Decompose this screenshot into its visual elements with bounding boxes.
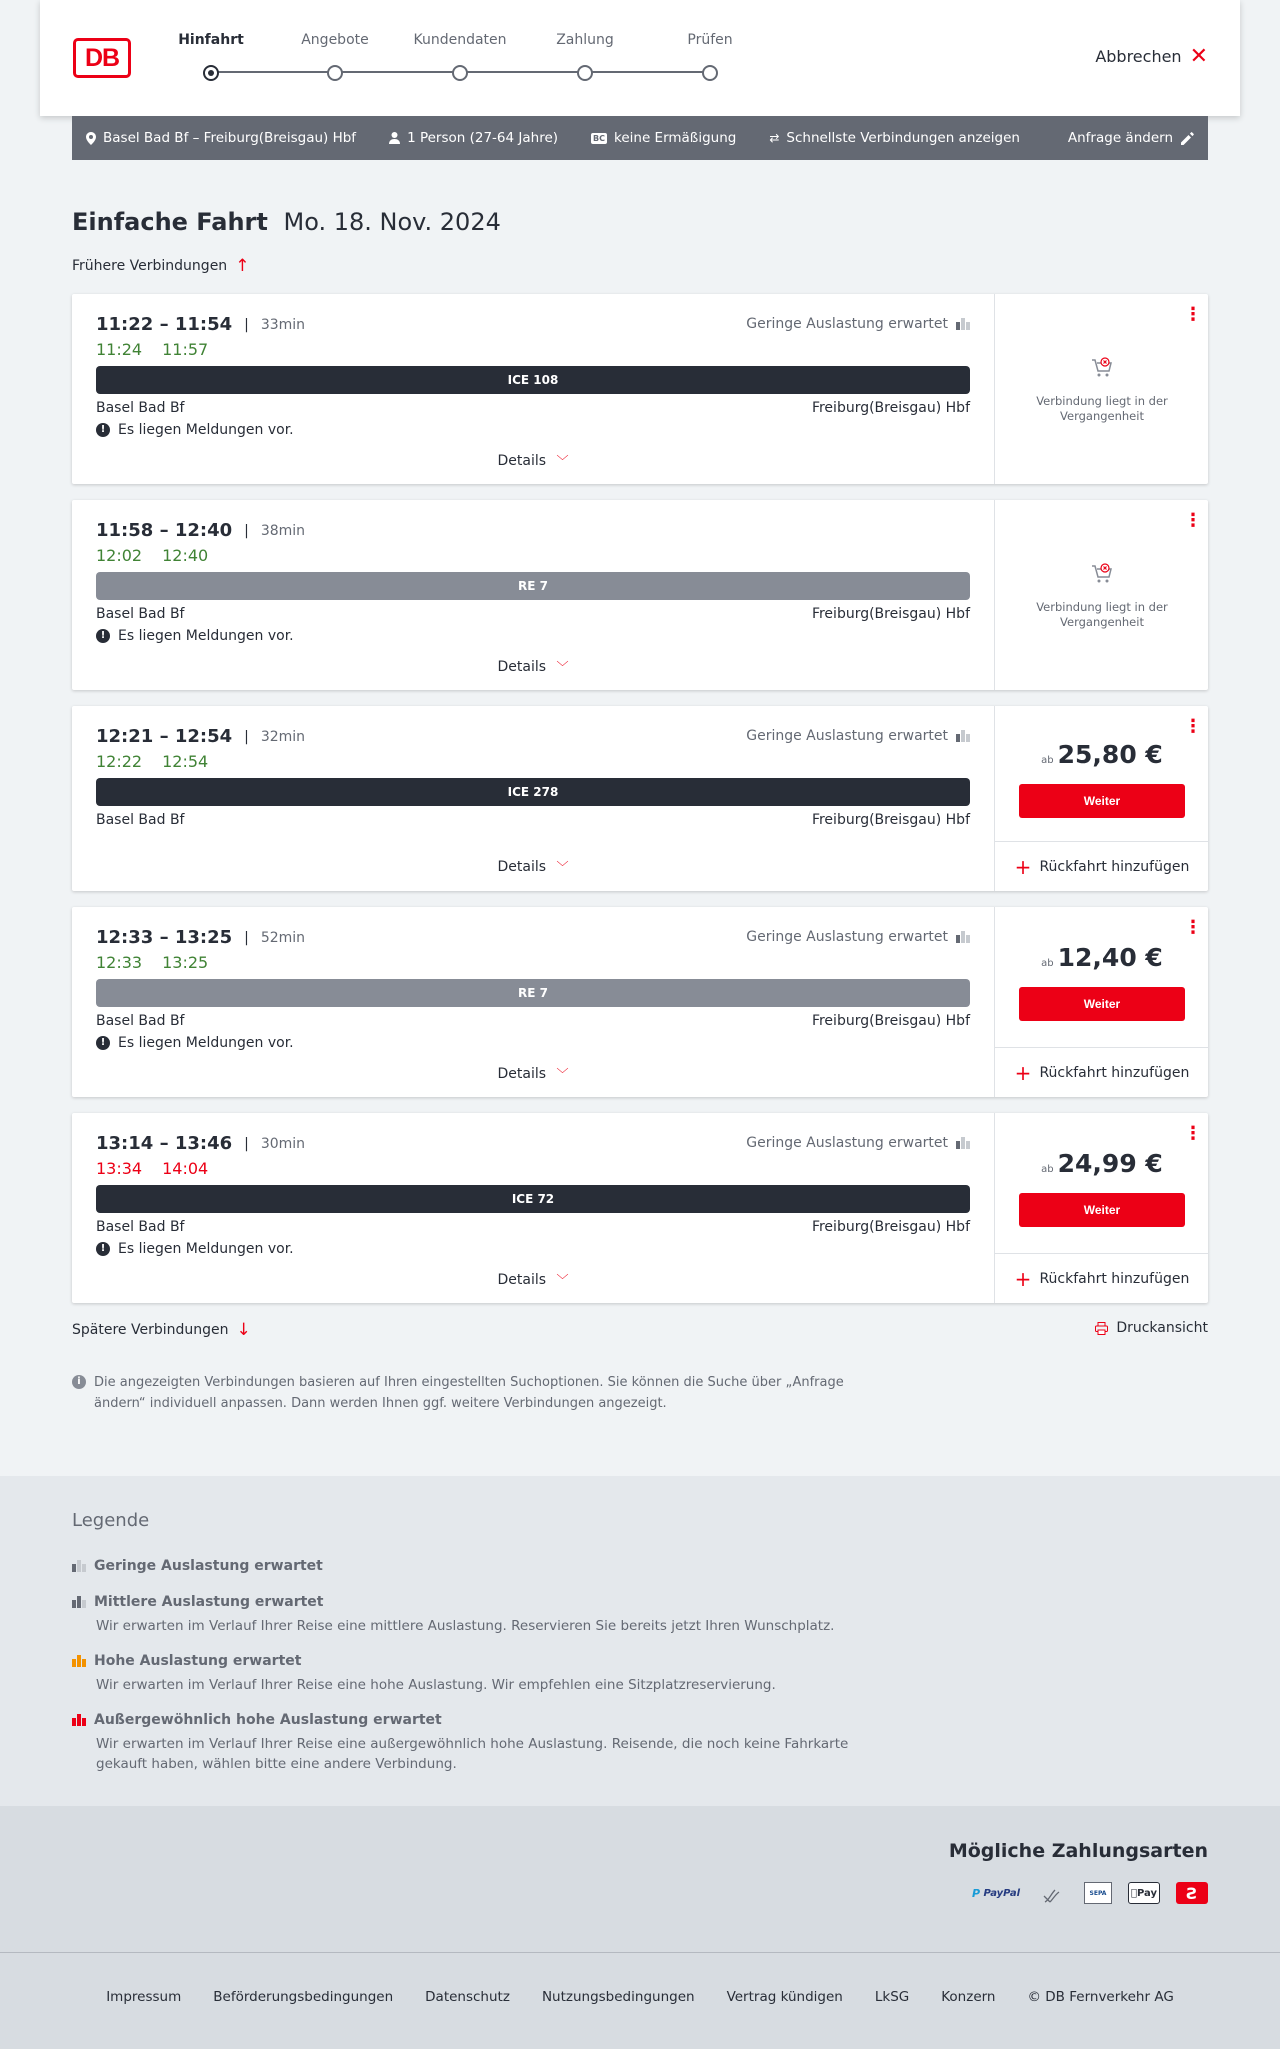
search-summary-bar (72, 116, 1208, 160)
load-indicator (746, 728, 970, 744)
details-toggle[interactable] (72, 1065, 994, 1082)
abort-button[interactable] (1095, 43, 1208, 69)
arrival-station: Freiburg(Breisgau) Hbf (811, 1013, 970, 1029)
add-return-label: Rückfahrt hinzufügen (1039, 1064, 1190, 1081)
add-return-label: Rückfahrt hinzufügen (1039, 858, 1190, 875)
legend-item-label: Mittlere Auslastung erwartet (94, 1594, 324, 1610)
legend-item-label: Außergewöhnlich hohe Auslastung erwartet (94, 1712, 442, 1728)
connection-card (72, 294, 1208, 484)
live-departure: 12:02 (96, 546, 143, 565)
live-departure: 12:33 (96, 953, 143, 972)
offer-panel (994, 294, 1208, 484)
continue-button[interactable]: Weiter (1019, 987, 1185, 1021)
arrival-station: Freiburg(Breisgau) Hbf (811, 400, 970, 416)
paypal-label: PayPal (983, 1887, 1021, 1899)
connection-main[interactable] (72, 500, 994, 690)
step-label: Zahlung (556, 32, 614, 48)
abort-label: Abbrechen (1095, 47, 1182, 66)
apple-pay-label: Pay (1133, 1887, 1155, 1899)
location-pin-icon (86, 132, 96, 145)
live-arrival: 11:57 (162, 340, 209, 359)
offer-panel (994, 1113, 1208, 1303)
change-request-button[interactable] (1068, 130, 1194, 146)
info-icon: i (72, 1375, 86, 1389)
trip-type: Einfache Fahrt (72, 208, 268, 236)
chevron-down-icon: ﹀ (556, 454, 569, 468)
print-view-link[interactable] (1095, 1320, 1208, 1336)
more-options-icon[interactable]: ⋮ (1184, 1123, 1202, 1144)
step-kundendaten[interactable] (405, 30, 515, 81)
trip-date: Mo. 18. Nov. 2024 (283, 208, 501, 236)
pencil-icon (1181, 132, 1194, 145)
price-value: 24,99 € (1057, 1149, 1163, 1178)
train-bar[interactable]: ICE 72 (96, 1185, 970, 1213)
planned-times: 13:14 – 13:46 (96, 1133, 233, 1154)
duration: 33min (260, 316, 306, 333)
price-value: 25,80 € (1057, 740, 1163, 769)
footer-link-befoerderungsbedingungen[interactable]: Beförderungsbedingungen (213, 1989, 394, 2005)
past-text: Verbindung liegt in der Vergangenheit (1036, 394, 1168, 423)
live-times (96, 752, 208, 771)
step-dot-active (203, 65, 219, 81)
paypal-icon: P PayPal (971, 1886, 1021, 1900)
exclamation-icon: ! (96, 629, 110, 643)
legend-title: Legende (72, 1510, 150, 1531)
connection-card (72, 1113, 1208, 1303)
step-label: Prüfen (687, 32, 733, 48)
live-times (96, 340, 208, 359)
print-view-label: Druckansicht (1116, 1320, 1208, 1336)
notice (96, 1035, 294, 1051)
low-occupancy-icon (956, 318, 970, 330)
cart-unavailable-icon (1090, 562, 1114, 586)
more-options-icon[interactable]: ⋮ (1184, 716, 1202, 737)
legend-item-high (72, 1653, 852, 1695)
info-note (72, 1372, 852, 1414)
stations (96, 606, 970, 622)
legend-item-description: Wir erwarten im Verlauf Ihrer Reise eine mittlere Auslastung. Reservieren Sie bereits jetzt Ihren Wunschplatz. (96, 1618, 835, 1634)
step-dot (452, 65, 468, 81)
price-prefix: ab (1041, 1164, 1054, 1175)
departure-station: Basel Bad Bf (96, 1219, 185, 1235)
load-text: Geringe Auslastung erwartet (746, 728, 948, 744)
duration: 38min (260, 522, 306, 539)
step-zahlung[interactable] (530, 30, 640, 81)
close-icon: ✕ (1189, 43, 1208, 69)
offer-panel (994, 500, 1208, 690)
details-toggle[interactable] (72, 658, 994, 675)
planned-times: 11:58 – 12:40 (96, 520, 233, 541)
arrival-station: Freiburg(Breisgau) Hbf (811, 606, 970, 622)
live-departure: 12:22 (96, 752, 143, 771)
offer-panel (994, 706, 1208, 891)
exclamation-icon: ! (96, 423, 110, 437)
more-options-icon[interactable]: ⋮ (1184, 304, 1202, 325)
info-text: Die angezeigten Verbindungen basieren auf Ihren eingestellten Suchoptionen. Sie können die Suche über „Anfrage ändern“ individuell anpassen. Dann werden Ihnen ggf. weitere Verbindungen angezeigt. (94, 1375, 844, 1411)
swap-arrows-icon: ⇄ (769, 131, 780, 145)
more-options-icon[interactable]: ⋮ (1184, 510, 1202, 531)
live-arrival: 12:40 (162, 546, 209, 565)
chevron-down-icon: ﹀ (556, 1273, 569, 1287)
medium-occupancy-icon (72, 1596, 86, 1608)
details-label: Details (497, 1272, 547, 1288)
low-occupancy-icon (956, 1137, 970, 1149)
planned-times: 12:33 – 13:25 (96, 927, 233, 948)
train-bar[interactable]: RE 7 (96, 979, 970, 1007)
low-occupancy-icon (956, 931, 970, 943)
later-connections-label: Spätere Verbindungen (72, 1322, 229, 1338)
step-angebote[interactable] (280, 30, 390, 81)
live-times (96, 953, 208, 972)
legend-item-low (72, 1558, 852, 1574)
connection-times: 12:33 – 13:25 | 52min (96, 927, 306, 948)
route-summary (86, 130, 356, 146)
load-text: Geringe Auslastung erwartet (746, 929, 948, 945)
planned-times: 11:22 – 11:54 (96, 314, 233, 335)
connection-times: 12:21 – 12:54 | 32min (96, 726, 306, 747)
traveller-text: 1 Person (27-64 Jahre) (407, 130, 559, 146)
footer-link-vertrag-kuendigen[interactable]: Vertrag kündigen (726, 1989, 843, 2005)
stations (96, 1013, 970, 1029)
details-toggle[interactable] (72, 1271, 994, 1288)
footer-links (0, 1989, 1280, 2005)
details-label: Details (497, 859, 547, 875)
payment-title: Mögliche Zahlungsarten (948, 1840, 1208, 1862)
load-indicator (746, 1135, 970, 1151)
route-text: Basel Bad Bf – Freiburg(Breisgau) Hbf (103, 130, 357, 146)
person-icon (389, 132, 400, 144)
connection-main[interactable] (72, 706, 994, 891)
low-occupancy-icon (956, 730, 970, 742)
step-label: Hinfahrt (178, 32, 244, 48)
connection-main[interactable] (72, 1113, 994, 1303)
notice-text: Es liegen Meldungen vor. (118, 1241, 294, 1257)
apple-pay-icon (1128, 1882, 1160, 1904)
change-request-label: Anfrage ändern (1067, 130, 1173, 146)
fastest-text: Schnellste Verbindungen anzeigen (786, 130, 1020, 146)
earlier-connections-label: Frühere Verbindungen (72, 258, 228, 274)
add-return-button[interactable] (995, 1047, 1209, 1097)
notice (96, 422, 294, 438)
bahncard-icon: BC (593, 133, 605, 143)
legend-item-title (72, 1558, 852, 1574)
footer-link-konzern[interactable]: Konzern (941, 1989, 996, 2005)
footer-link-lksg[interactable]: LkSG (874, 1989, 910, 2005)
step-dot (577, 65, 593, 81)
price (995, 943, 1209, 972)
page-title (72, 208, 501, 236)
duration: 30min (260, 1135, 306, 1152)
notice-text: Es liegen Meldungen vor. (118, 422, 294, 438)
stations (96, 400, 970, 416)
departure-station: Basel Bad Bf (96, 1013, 185, 1029)
continue-button[interactable]: Weiter (1019, 1193, 1185, 1227)
chevron-down-icon: ﹀ (556, 660, 569, 674)
exclamation-icon: ! (96, 1036, 110, 1050)
header (40, 0, 1240, 116)
arrival-station: Freiburg(Breisgau) Hbf (811, 812, 970, 828)
duration: 52min (260, 929, 306, 946)
legend-item-label: Hohe Auslastung erwartet (94, 1653, 302, 1669)
step-label: Kundendaten (413, 32, 507, 48)
details-toggle[interactable] (72, 858, 994, 875)
printer-icon (1095, 1322, 1108, 1335)
continue-button[interactable]: Weiter (1019, 784, 1185, 818)
fastest-toggle[interactable] (769, 130, 1020, 146)
discount-text: keine Ermäßigung (614, 130, 737, 146)
connection-times: 11:22 – 11:54 | 33min (96, 314, 306, 335)
earlier-connections-link[interactable] (72, 256, 249, 276)
past-connection-note (995, 356, 1209, 424)
plus-icon: + (1014, 854, 1032, 879)
legend-item-label: Geringe Auslastung erwartet (94, 1558, 323, 1574)
more-options-icon[interactable]: ⋮ (1184, 917, 1202, 938)
exclamation-icon: ! (96, 1242, 110, 1256)
departure-station: Basel Bad Bf (96, 606, 185, 622)
connection-main[interactable] (72, 294, 994, 484)
details-toggle[interactable] (72, 452, 994, 469)
offer-panel (994, 907, 1208, 1097)
live-arrival: 12:54 (162, 752, 209, 771)
arrow-up-icon: ↑ (235, 256, 250, 276)
details-label: Details (497, 1066, 547, 1082)
planned-times: 12:21 – 12:54 (96, 726, 233, 747)
step-hinfahrt[interactable] (156, 30, 266, 81)
details-label: Details (497, 453, 547, 469)
notice (96, 628, 294, 644)
direct-debit-icon (1040, 1882, 1068, 1904)
notice-text: Es liegen Meldungen vor. (118, 1035, 294, 1051)
load-text: Geringe Auslastung erwartet (746, 316, 948, 332)
payment-methods-section (0, 1806, 1280, 1952)
step-dot (702, 65, 718, 81)
add-return-label: Rückfahrt hinzufügen (1039, 1270, 1190, 1287)
stations (96, 812, 970, 828)
train-bar[interactable]: ICE 278 (96, 778, 970, 806)
legend-section (0, 1476, 1280, 1806)
price-value: 12,40 € (1057, 943, 1163, 972)
stations (96, 1219, 970, 1235)
live-arrival: 14:04 (162, 1159, 209, 1178)
past-text: Verbindung liegt in der Vergangenheit (1036, 600, 1168, 629)
discount-summary (591, 130, 736, 146)
price (995, 740, 1209, 769)
chevron-down-icon: ﹀ (556, 860, 569, 874)
legend-item-title (72, 1712, 852, 1728)
step-label: Angebote (301, 32, 369, 48)
load-indicator (746, 929, 970, 945)
connection-card (72, 706, 1208, 891)
connection-card (72, 500, 1208, 690)
footer (0, 1952, 1280, 2049)
sepa-icon: SEPA (1084, 1882, 1112, 1904)
train-bar[interactable]: ICE 108 (96, 366, 970, 394)
footer-link-datenschutz[interactable]: Datenschutz (425, 1989, 510, 2005)
legend-item-medium (72, 1594, 852, 1636)
footer-copyright: © DB Fernverkehr AG (1027, 1989, 1174, 2005)
high-occupancy-icon (72, 1655, 86, 1667)
footer-link-impressum[interactable]: Impressum (106, 1989, 182, 2005)
later-connections-link[interactable] (72, 1320, 251, 1340)
legend-item-description: Wir erwarten im Verlauf Ihrer Reise eine außergewöhnlich hohe Auslastung. Reisende, die noch keine Fahrkarte gekauft haben, wählen bitte eine andere Verbindung. (96, 1736, 849, 1772)
live-times (96, 1159, 208, 1178)
progress-stepper (180, 30, 780, 90)
add-return-button[interactable] (995, 841, 1209, 891)
legend-item-description: Wir erwarten im Verlauf Ihrer Reise eine hohe Auslastung. Wir empfehlen eine Sitzplatzreservierung. (96, 1677, 776, 1693)
plus-icon: + (1014, 1060, 1032, 1085)
live-departure: 13:34 (96, 1159, 143, 1178)
arrival-station: Freiburg(Breisgau) Hbf (811, 1219, 970, 1235)
notice-text: Es liegen Meldungen vor. (118, 628, 294, 644)
low-occupancy-icon (72, 1560, 86, 1572)
add-return-button[interactable] (995, 1253, 1209, 1303)
notice (96, 1241, 294, 1257)
payment-icons (968, 1882, 1208, 1904)
live-departure: 11:24 (96, 340, 143, 359)
step-pruefen[interactable] (655, 30, 765, 81)
load-text: Geringe Auslastung erwartet (746, 1135, 948, 1151)
live-times (96, 546, 208, 565)
details-label: Details (497, 659, 547, 675)
price-prefix: ab (1041, 755, 1054, 766)
chevron-down-icon: ﹀ (556, 1067, 569, 1081)
duration: 32min (260, 728, 306, 745)
db-card-icon: Ƨ (1176, 1882, 1208, 1904)
plus-icon: + (1014, 1266, 1032, 1291)
price-prefix: ab (1041, 958, 1054, 969)
connection-main[interactable] (72, 907, 994, 1097)
price (995, 1149, 1209, 1178)
departure-station: Basel Bad Bf (96, 400, 185, 416)
step-dot (327, 65, 343, 81)
connection-times: 11:58 – 12:40 | 38min (96, 520, 306, 541)
arrow-down-icon: ↓ (236, 1320, 251, 1340)
legend-item-title (72, 1653, 852, 1669)
train-bar[interactable]: RE 7 (96, 572, 970, 600)
past-connection-note (995, 562, 1209, 630)
footer-link-nutzungsbedingungen[interactable]: Nutzungsbedingungen (541, 1989, 695, 2005)
traveller-summary (389, 130, 558, 146)
cart-unavailable-icon (1090, 356, 1114, 380)
exceptional-occupancy-icon (72, 1714, 86, 1726)
connection-times: 13:14 – 13:46 | 30min (96, 1133, 306, 1154)
live-arrival: 13:25 (162, 953, 209, 972)
load-indicator (746, 316, 970, 332)
departure-station: Basel Bad Bf (96, 812, 185, 828)
legend-item-title (72, 1594, 852, 1610)
legend-item-exceptional (72, 1712, 852, 1774)
connection-card (72, 907, 1208, 1097)
db-logo[interactable]: DB (73, 38, 131, 78)
